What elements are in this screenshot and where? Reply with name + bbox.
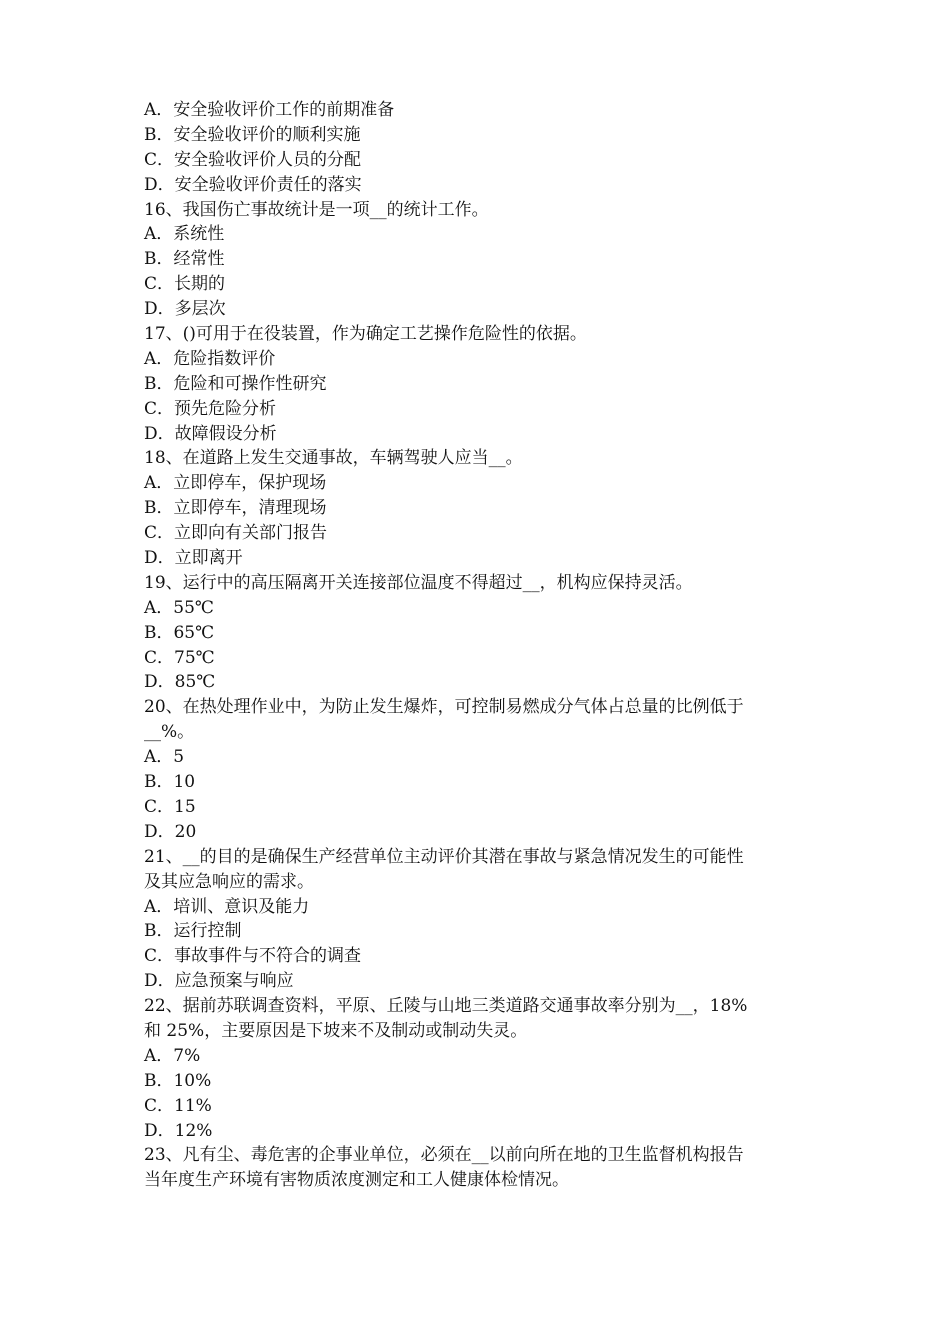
text-line: 17、()可用于在役装置，作为确定工艺操作危险性的依据。 [144,324,587,345]
text-line: C．75℃ [144,647,215,668]
text-line: A．培训、意识及能力 [144,896,310,917]
text-line: D．20 [144,821,197,842]
text-line: A．系统性 [144,224,225,245]
text-line: 23、凡有尘、毒危害的企事业单位，必须在__以前向所在地的卫生监督机构报告 [144,1145,744,1166]
text-line: 当年度生产环境有害物质浓度测定和工人健康体检情况。 [144,1170,569,1191]
text-line: A．立即停车，保护现场 [144,473,327,494]
text-line: C．预先危险分析 [144,398,277,419]
text-line: C．安全验收评价人员的分配 [144,149,362,170]
text-line: 18、在道路上发生交通事故，车辆驾驶人应当__。 [144,448,523,469]
text-line: D．多层次 [144,299,226,320]
text-line: 16、我国伤亡事故统计是一项__的统计工作。 [144,199,489,220]
text-line: B．65℃ [144,622,215,643]
text-line: 19、运行中的高压隔离开关连接部位温度不得超过__，机构应保持灵活。 [144,572,693,593]
text-line: __%。 [144,722,195,743]
text-line: A．5 [144,747,185,768]
text-line: D．立即离开 [144,548,243,569]
text-line: B．运行控制 [144,921,242,942]
text-line: A．7% [144,1045,201,1066]
text-line: C．长期的 [144,274,226,295]
text-line: B．立即停车，清理现场 [144,498,327,519]
text-line: D．故障假设分析 [144,423,277,444]
text-line: C．11% [144,1095,212,1116]
text-line: 20、在热处理作业中，为防止发生爆炸，可控制易燃成分气体占总量的比例低于 [144,697,744,718]
text-line: 和 25%，主要原因是下坡来不及制动或制动失灵。 [144,1020,528,1041]
text-line: D．应急预案与响应 [144,971,294,992]
document-body [144,98,812,1193]
text-line: A．危险指数评价 [144,348,276,369]
text-line: A．55℃ [144,597,214,618]
text-line: C．15 [144,796,196,817]
text-line: D．12% [144,1120,213,1141]
text-line: B．经常性 [144,249,225,270]
text-line: B．安全验收评价的顺利实施 [144,124,361,145]
text-line: D．安全验收评价责任的落实 [144,174,362,195]
text-line: 及其应急响应的需求。 [144,871,314,892]
text-line: B．10 [144,772,196,793]
text-line: D．85℃ [144,672,216,693]
text-line: C．立即向有关部门报告 [144,523,328,544]
text-line: B．10% [144,1070,212,1091]
text-line: C．事故事件与不符合的调查 [144,946,362,967]
text-line: A．安全验收评价工作的前期准备 [144,100,395,120]
text-line: B．危险和可操作性研究 [144,373,327,394]
text-line: 21、__的目的是确保生产经营单位主动评价其潜在事故与紧急情况发生的可能性 [144,846,744,867]
text-line: 22、据前苏联调查资料，平原、丘陵与山地三类道路交通事故率分别为__，18% [144,996,748,1017]
